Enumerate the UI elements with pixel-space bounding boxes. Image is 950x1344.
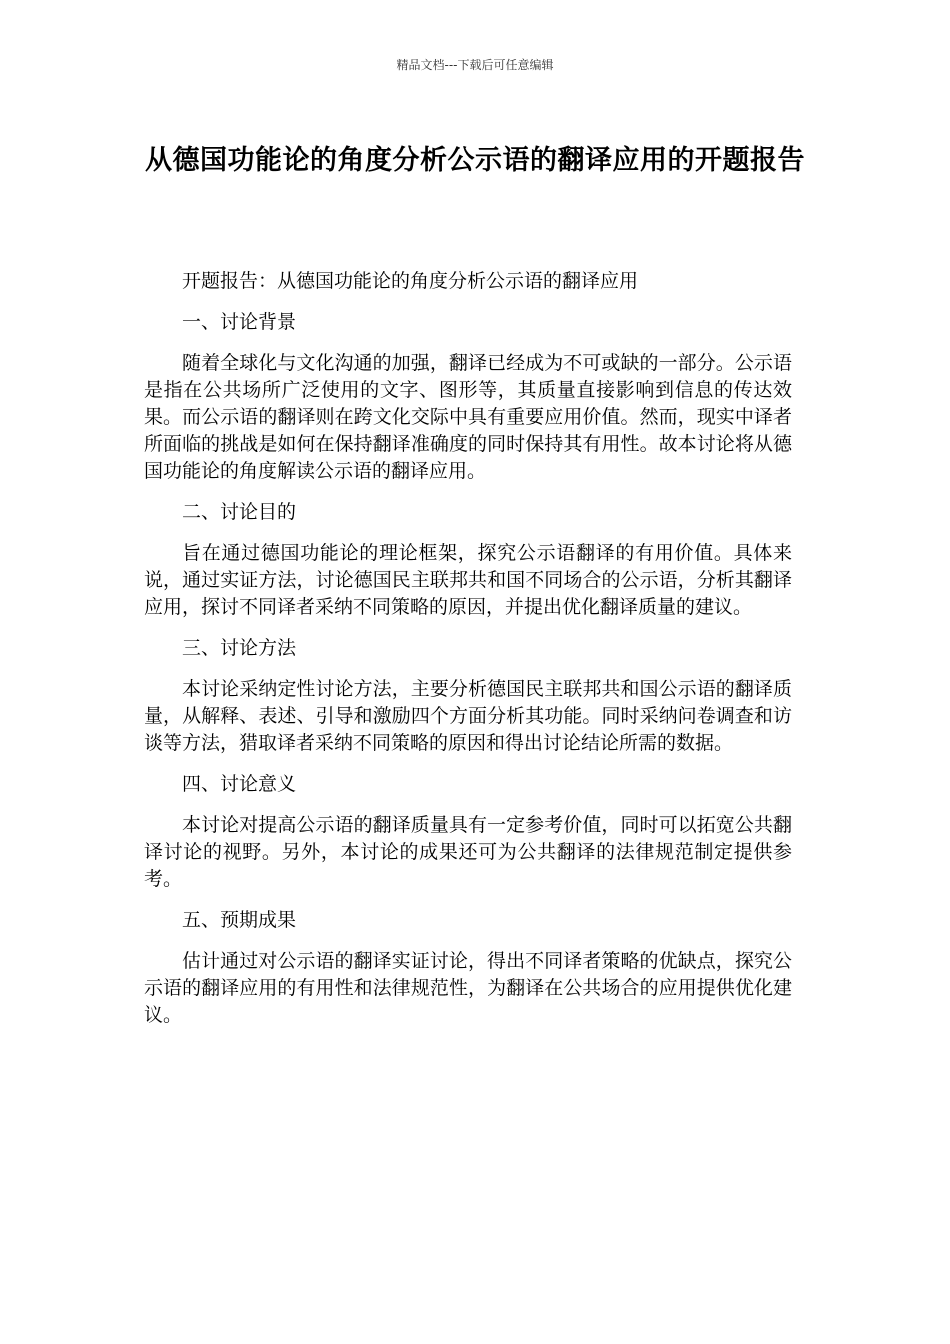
section-body-background: 随着全球化与文化沟通的加强，翻译已经成为不可或缺的一部分。公示语是指在公共场所广泛使用的文字、图形等，其质量直接影响到信息的传达效果。而公示语的翻译则在跨文化交际中具有重要应用价值。然而，现实中译者所面临的挑战是如何在保持翻译准确度的同时保持其有用性。故本讨论将从德国功能论的角度解读公示语的翻译应用。	[144, 352, 792, 482]
intro-line: 开题报告：从德国功能论的角度分析公示语的翻译应用	[182, 270, 639, 292]
section-heading-significance: 四、讨论意义	[182, 773, 297, 795]
section-heading-background: 一、讨论背景	[182, 311, 297, 333]
section-body-method: 本讨论采纳定性讨论方法，主要分析德国民主联邦共和国公示语的翻译质量，从解释、表述、引导和激励四个方面分析其功能。同时采纳问卷调查和访谈等方法，猎取译者采纳不同策略的原因和得出讨论结论所需的数据。	[144, 678, 792, 754]
section-heading-purpose: 二、讨论目的	[182, 501, 297, 523]
document-body	[144, 268, 792, 1043]
section-heading-method: 三、讨论方法	[182, 637, 297, 659]
section-body-purpose: 旨在通过德国功能论的理论框架，探究公示语翻译的有用价值。具体来说，通过实证方法，讨论德国民主联邦共和国不同场合的公示语，分析其翻译应用，探讨不同译者采纳不同策略的原因，并提出优化翻译质量的建议。	[144, 542, 792, 618]
document-title: 从德国功能论的角度分析公示语的翻译应用的开题报告	[145, 145, 805, 176]
section-body-expected-results: 估计通过对公示语的翻译实证讨论，得出不同译者策略的优缺点，探究公示语的翻译应用的有用性和法律规范性，为翻译在公共场合的应用提供优化建议。	[144, 950, 792, 1026]
section-heading-expected-results: 五、预期成果	[182, 909, 297, 931]
page-header: 精品文档---下载后可任意编辑	[396, 58, 554, 72]
section-body-significance: 本讨论对提高公示语的翻译质量具有一定参考价值，同时可以拓宽公共翻译讨论的视野。另外，本讨论的成果还可为公共翻译的法律规范制定提供参考。	[144, 814, 792, 890]
